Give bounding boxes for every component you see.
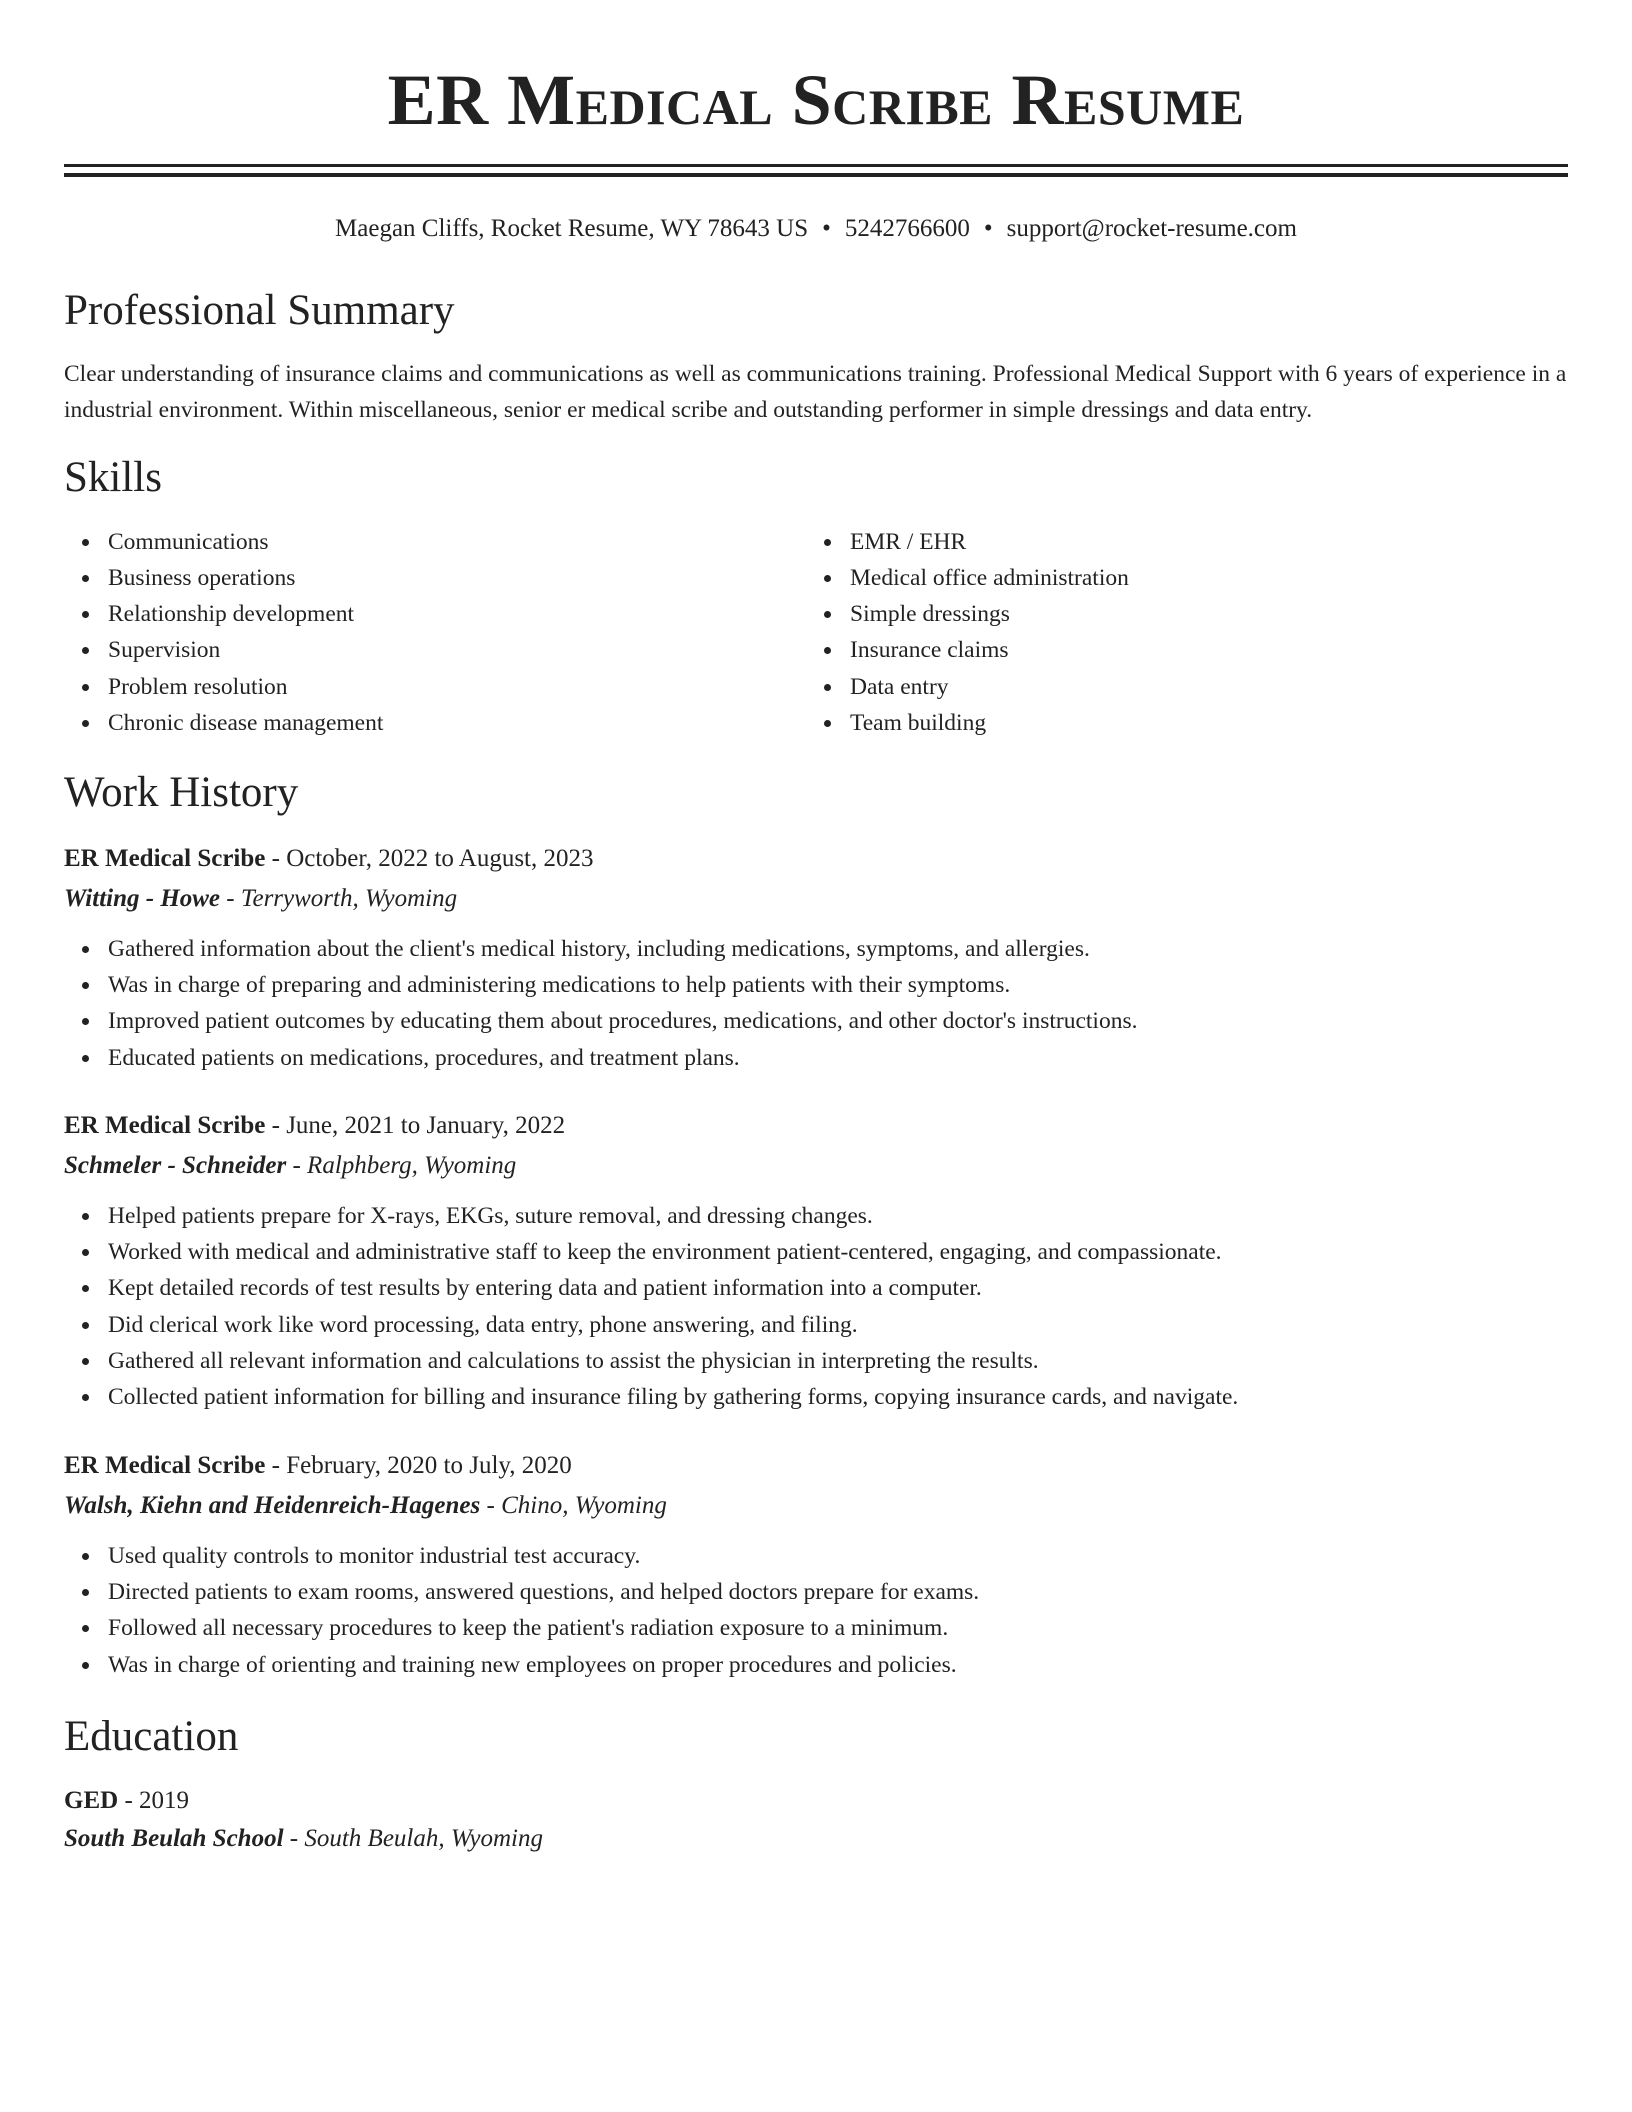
job-duties xyxy=(64,1538,1568,1683)
duty-item: Improved patient outcomes by educating them about procedures, medications, and other doctor's instructions. xyxy=(108,1003,1568,1039)
employer-name: Walsh, Kiehn and Heidenreich-Hagenes xyxy=(64,1491,481,1519)
skill-item: Data entry xyxy=(850,669,1548,705)
duty-item: Educated patients on medications, procedures, and treatment plans. xyxy=(108,1040,1568,1076)
job-title-line: ER Medical Scribe - February, 2020 to July, 2020 xyxy=(64,1451,572,1479)
job-title: ER Medical Scribe xyxy=(64,1111,266,1139)
job-title-line: ER Medical Scribe - June, 2021 to January, 2022 xyxy=(64,1111,566,1139)
degree-year: 2019 xyxy=(139,1787,190,1815)
job-title-line: ER Medical Scribe - October, 2022 to August, 2023 xyxy=(64,844,594,872)
contact-email: support@rocket-resume.com xyxy=(1006,215,1297,242)
title-divider-top xyxy=(64,164,1568,167)
summary-text: Clear understanding of insurance claims and communications as well as communications training. Professional Medical Support with 6 years of experience in a industrial environment. Within miscellaneous, senior er medical scribe and outstanding performer in simple dressings and data entry. xyxy=(64,361,1567,424)
skills-list xyxy=(64,524,1568,742)
degree-line: GED - 2019 xyxy=(64,1787,190,1815)
work-history-heading: Work History xyxy=(64,769,299,817)
job-title: ER Medical Scribe xyxy=(64,1451,266,1479)
employer-line: Walsh, Kiehn and Heidenreich-Hagenes - Chino, Wyoming xyxy=(64,1491,667,1519)
job-entry xyxy=(64,1106,1568,1416)
job-duties xyxy=(64,1198,1568,1416)
skill-item: Business operations xyxy=(108,560,806,596)
job-duties xyxy=(64,931,1568,1076)
skill-item: Communications xyxy=(108,524,806,560)
employer-line: Schmeler - Schneider - Ralphberg, Wyoming xyxy=(64,1151,517,1179)
job-entry xyxy=(64,839,1568,1076)
job-dates: October, 2022 to August, 2023 xyxy=(286,844,594,872)
skill-item: Medical office administration xyxy=(850,560,1548,596)
contact-line xyxy=(64,213,1568,245)
education-heading: Education xyxy=(64,1712,239,1760)
employer-location: Terryworth, Wyoming xyxy=(240,884,458,912)
employer-name: Schmeler - Schneider xyxy=(64,1151,287,1179)
job-entry xyxy=(64,1446,1568,1683)
employer-location: Ralphberg, Wyoming xyxy=(307,1151,517,1179)
duty-item: Gathered information about the client's medical history, including medications, symptoms, and allergies. xyxy=(108,931,1568,967)
duty-item: Did clerical work like word processing, data entry, phone answering, and filing. xyxy=(108,1307,1568,1343)
resume-title: ER Medical Scribe Resume xyxy=(387,60,1245,140)
skill-item: Team building xyxy=(850,705,1548,741)
duty-item: Was in charge of preparing and administering medications to help patients with their symptoms. xyxy=(108,967,1568,1003)
duty-item: Collected patient information for billing and insurance filing by gathering forms, copying insurance cards, and navigate. xyxy=(108,1379,1568,1415)
employer-location: Chino, Wyoming xyxy=(501,1491,667,1519)
title-divider-bottom xyxy=(64,173,1568,177)
contact-phone: 5242766600 xyxy=(844,215,970,242)
job-title: ER Medical Scribe xyxy=(64,844,266,872)
school-name: South Beulah School xyxy=(64,1825,284,1853)
school-location: South Beulah, Wyoming xyxy=(304,1825,543,1853)
degree-name: GED xyxy=(64,1787,119,1815)
employer-line: Witting - Howe - Terryworth, Wyoming xyxy=(64,884,458,912)
contact-separator: • xyxy=(983,215,993,242)
summary-heading: Professional Summary xyxy=(64,287,455,334)
duty-item: Directed patients to exam rooms, answered questions, and helped doctors prepare for exams. xyxy=(108,1574,1568,1610)
employer-name: Witting - Howe xyxy=(64,884,221,912)
duty-item: Kept detailed records of test results by entering data and patient information into a computer. xyxy=(108,1270,1568,1306)
skill-item: Simple dressings xyxy=(850,596,1548,632)
skills-column-right xyxy=(806,524,1548,742)
skill-item: Problem resolution xyxy=(108,669,806,705)
skills-heading: Skills xyxy=(64,454,162,502)
skill-item: Insurance claims xyxy=(850,632,1548,668)
duty-item: Helped patients prepare for X-rays, EKGs, suture removal, and dressing changes. xyxy=(108,1198,1568,1234)
education-entry xyxy=(64,1782,1568,1858)
duty-item: Was in charge of orienting and training new employees on proper procedures and policies. xyxy=(108,1647,1568,1683)
duty-item: Used quality controls to monitor industrial test accuracy. xyxy=(108,1538,1568,1574)
skill-item: EMR / EHR xyxy=(850,524,1548,560)
contact-separator: • xyxy=(822,215,831,242)
skill-item: Chronic disease management xyxy=(108,705,806,741)
duty-item: Gathered all relevant information and calculations to assist the physician in interpreting the results. xyxy=(108,1343,1568,1379)
duty-item: Followed all necessary procedures to keep the patient's radiation exposure to a minimum. xyxy=(108,1610,1568,1646)
skill-item: Supervision xyxy=(108,632,806,668)
school-line: South Beulah School - South Beulah, Wyoming xyxy=(64,1825,543,1853)
duty-item: Worked with medical and administrative staff to keep the environment patient-centered, engaging, and compassionate. xyxy=(108,1234,1568,1270)
job-dates: February, 2020 to July, 2020 xyxy=(286,1451,572,1479)
job-dates: June, 2021 to January, 2022 xyxy=(286,1111,566,1139)
skills-column-left xyxy=(64,524,806,742)
contact-address: Maegan Cliffs, Rocket Resume, WY 78643 US xyxy=(335,215,809,242)
skill-item: Relationship development xyxy=(108,596,806,632)
